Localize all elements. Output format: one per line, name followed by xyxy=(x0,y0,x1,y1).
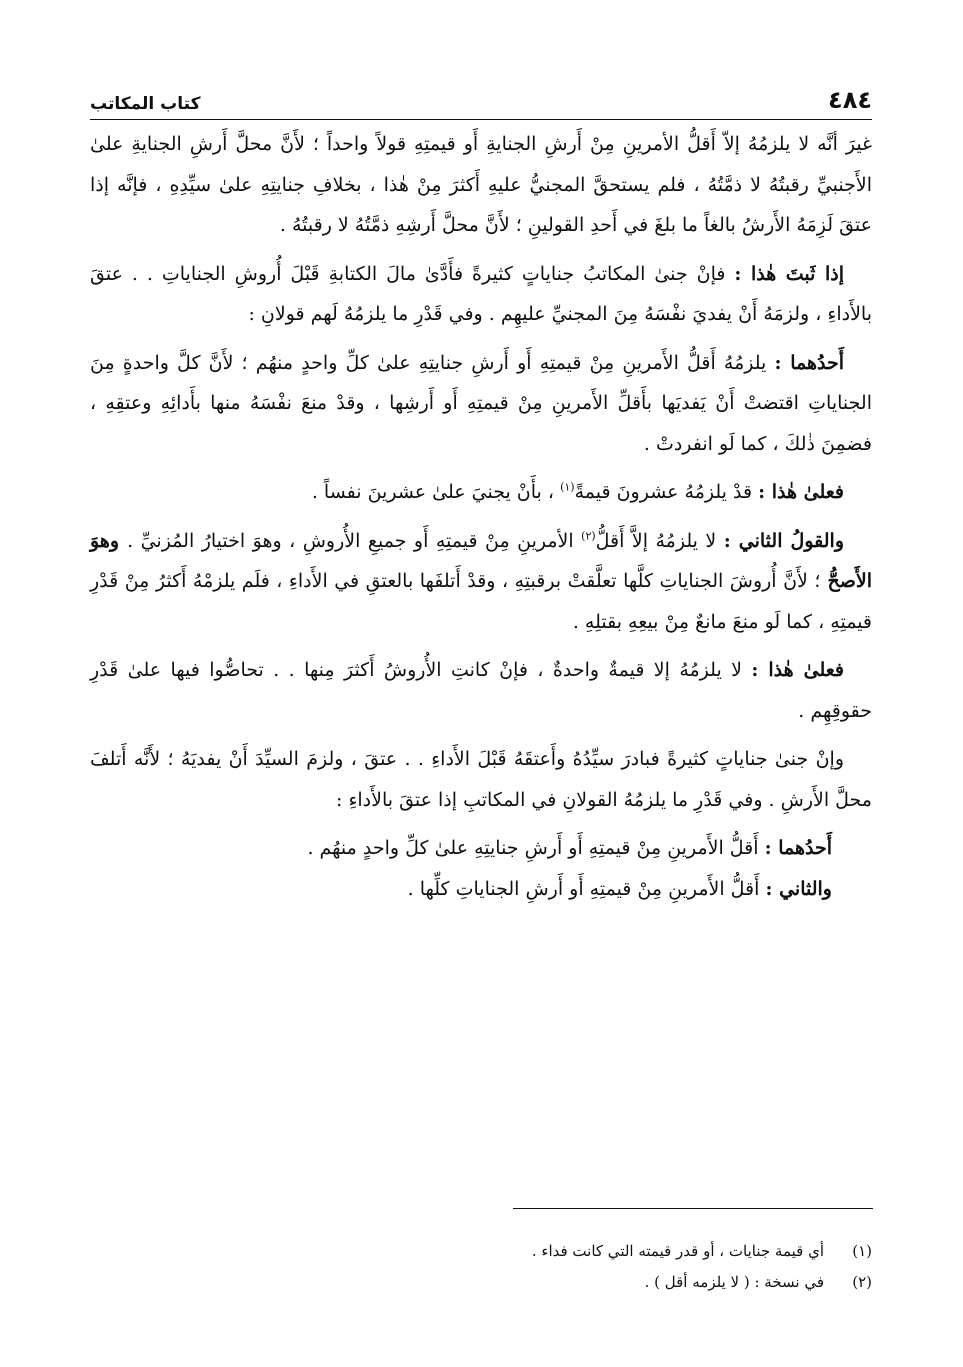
footnote-ref-1[interactable]: (١) xyxy=(560,480,575,494)
paragraph-1 xyxy=(90,124,872,246)
paragraph-text: يلزمُهُ أَقلُّ الأَمرينِ مِنْ قيمتِهِ أَو أَرشِ جنايتِهِ علىٰ كلِّ واحدٍ منهُم ؛ لأَنَّ كلَّ واحدةٍ مِنَ الجناياتِ اقتضتْ أَنْ يَفديَها بأَقلِّ الأَمرينِ مِنْ قيمتِهِ أَو أَرشِها ، وقدْ منعَ نفْسَهُ منها بأَدائِهِ وعتقِهِ ، فضمِنَ ذٰلكَ ، كما لَو انفردتْ . xyxy=(90,351,872,455)
paragraph-lead: والثاني : xyxy=(765,877,832,900)
footnote-rule xyxy=(513,1208,873,1209)
paragraph-9 xyxy=(90,869,872,910)
emphasis-text: وهوَ الأَصحُّ xyxy=(90,529,872,592)
body-text xyxy=(90,124,872,909)
paragraph-text: غيرَ أنَّه لا يلزمُهُ إلاّ أَقلُّ الأمرينِ مِنْ أَرشِ الجنايةِ أَو قيمتِهِ قولاً واحداً ؛ لأَنَّ محلَّ أَرشِ الجنايةِ علىٰ الأَجنبيِّ رقبتُهُ لا ذمَّتُهُ ، فلم يستحقَّ المجنيُّ عليهِ أَكثرَ مِنْ هٰذا ، بخلافِ جنايتِهِ علىٰ سيِّدِهِ ، فإنَّه إذا عتقَ لَزِمَهُ الأَرشُ بالغاً ما بلغَ في أَحدِ القولينِ ؛ لأَنَّ محلَّ أَرشِهِ ذمَّتُهُ لا رقبتُهُ . xyxy=(90,133,872,236)
paragraph-text: فإنْ جنىٰ المكاتبُ جناياتٍ كثيرةً فأَدَّىٰ مالَ الكتابةِ قَبْلَ أُروشِ الجناياتِ . . عتقَ بالأَداءِ ، ولزمَهُ أَنْ يفديَ نفْسَهُ مِنَ المجنيِّ عليهِم . وفي قَدْرِ ما يلزمُهُ لَهم قولانِ : xyxy=(90,262,872,325)
paragraph-lead: أَحدُهما : xyxy=(774,351,845,374)
paragraph-5 xyxy=(90,521,872,643)
footnote-ref-2[interactable]: (٢) xyxy=(581,529,596,543)
footnote-text: في نسخة : ( لا يلزمه أقل ) . xyxy=(644,1273,824,1291)
paragraph-6 xyxy=(90,650,872,731)
paragraph-3 xyxy=(90,343,872,465)
running-title: كتاب المكاتب xyxy=(90,94,201,114)
footnote-2 xyxy=(90,1267,872,1298)
paragraph-lead: أَحدُهما : xyxy=(764,837,832,859)
paragraph-text: وإنْ جنىٰ جناياتٍ كثيرةً فبادرَ سيِّدُهُ وأَعتقَهُ قَبْلَ الأَداءِ . . عتقَ ، ولزمَ السيِّدَ أَنْ يفديَهُ ؛ لأَنَّه أَتلفَ محلَّ الأَرشِ . وفي قَدْرِ ما يلزمُهُ القولانِ في المكاتبِ إذا عتقَ بالأَداءِ : xyxy=(90,748,872,811)
footnote-text: أي قيمة جنايات ، أو قدر قيمته التي كانت فداء . xyxy=(531,1242,824,1260)
page-header xyxy=(90,84,872,114)
paragraph-lead: والقولُ الثاني : xyxy=(723,529,845,552)
footnote-number: (١) xyxy=(852,1242,872,1260)
paragraph-lead: فعلىٰ هٰذا : xyxy=(751,659,845,681)
paragraph-2 xyxy=(90,254,872,335)
page-number: ٤٨٤ xyxy=(828,86,872,114)
paragraph-text: ؛ لأَنَّ أُروشَ الجناياتِ كلَّها تعلَّقتْ برقبتِهِ ، وقدْ أَتلفَها بالعتقِ في الأَداءِ ، فلَم يلزمْهُ أَكثرُ مِنْ قَدْرِ قيمتِهِ ، كما لَو منعَ مانعٌ مِنْ بيعِهِ بقتلِهِ . xyxy=(90,570,872,633)
header-rule xyxy=(90,119,872,120)
paragraph-text: لا يلزمُهُ إلاَّ أَقلُّ xyxy=(595,529,724,552)
paragraph-lead: إذا ثَبتَ هٰذا : xyxy=(734,262,845,285)
paragraph-text: قدْ يلزمُهُ عشرونَ قيمةً xyxy=(574,481,759,503)
paragraph-text: ، بأَنْ يجنيَ علىٰ عشرينَ نفساً . xyxy=(311,481,561,503)
footnote-1 xyxy=(90,1236,872,1267)
paragraph-4 xyxy=(90,472,872,513)
paragraph-text: أَقلُّ الأَمرينِ مِنْ قيمتِهِ أَو أَرشِ جنايتِهِ علىٰ كلِّ واحدٍ منهُم . xyxy=(307,837,765,859)
footnote-number: (٢) xyxy=(852,1273,872,1291)
paragraph-lead: فعلىٰ هٰذا : xyxy=(758,481,844,503)
footnotes xyxy=(90,1236,872,1298)
paragraph-text: الأمرينِ مِنْ قيمتِهِ أَو جميعِ الأُروشِ ، وهوَ اختيارُ المُزنيِّ . xyxy=(127,529,582,552)
paragraph-text: أَقلُّ الأَمرينِ مِنْ قيمتِهِ أَو أَرشِ الجناياتِ كلِّها . xyxy=(407,877,766,900)
paragraph-text: لا يلزمُهُ إلا قيمةٌ واحدةٌ ، فإنْ كانتِ الأُروشُ أَكثرَ مِنها . . تحاصُّوا فيها علىٰ قَدْرِ حقوقِهِم . xyxy=(90,659,872,722)
paragraph-8 xyxy=(90,828,872,869)
paragraph-7 xyxy=(90,739,872,820)
